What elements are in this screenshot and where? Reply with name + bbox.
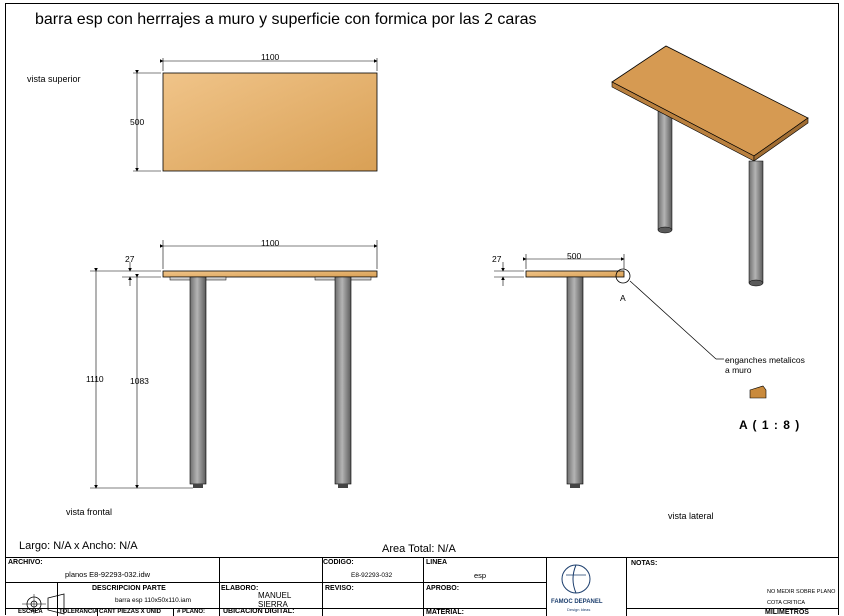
- reviso-label: REVISO:: [325, 585, 354, 592]
- detail-a-view: [750, 386, 766, 398]
- tolerancia-label: TOLERANCIA: [59, 609, 99, 615]
- callout-leader-line: [630, 281, 716, 359]
- side-depth-dimension: 500: [567, 251, 582, 261]
- company-logo-tagline: Design Ideas: [567, 607, 591, 612]
- front-view: [90, 240, 377, 488]
- material-label: MATERIAL:: [426, 609, 464, 616]
- front-foot-right: [338, 484, 348, 488]
- iso-leg-front: [749, 161, 763, 283]
- elaboro-label: ELABORO:: [221, 585, 259, 592]
- elaboro-value: MANUEL SIERRA: [258, 591, 292, 609]
- front-top-panel: [163, 271, 377, 277]
- area-summary: Area Total: N/A: [382, 543, 456, 555]
- side-leg: [567, 277, 583, 484]
- side-thickness-dimension: 27: [492, 254, 502, 264]
- side-top-panel: [526, 271, 624, 277]
- front-foot-left: [193, 484, 203, 488]
- front-leg-right: [335, 277, 351, 484]
- top-view-panel: [163, 73, 377, 171]
- isometric-view: [612, 46, 808, 286]
- detail-callout: enganches metalicos a muro: [725, 355, 805, 375]
- front-leg-left: [190, 277, 206, 484]
- cant-piezas-label: CANT PIEZAS X UNID: [99, 609, 162, 615]
- side-view-label: vista lateral: [668, 511, 714, 521]
- ubicacion-label: UBICACION DIGITAL:: [223, 608, 295, 615]
- milimetros-label: MILIMETROS: [765, 609, 809, 616]
- linea-value: esp: [474, 571, 487, 580]
- company-logo-text: FAMOC DEPANEL: [551, 599, 603, 605]
- no-medir-note: NO MEDIR SOBRE PLANO: [767, 589, 836, 595]
- front-total-height-dimension: 1110: [86, 374, 104, 384]
- linea-label: LINEA: [426, 559, 447, 566]
- detail-marker: A: [620, 293, 626, 303]
- aprobo-label: APROBO:: [426, 585, 460, 592]
- descripcion-label: DESCRIPCION PARTE: [92, 585, 166, 592]
- front-view-label: vista frontal: [66, 507, 113, 517]
- top-depth-dimension: 500: [130, 117, 145, 127]
- plano-label: # PLANO:: [177, 609, 206, 615]
- top-view-label: vista superior: [27, 74, 81, 84]
- escala-label: ESCALA: [18, 609, 43, 615]
- descripcion-value: barra esp 110x50x110.iam: [115, 597, 192, 604]
- title-block: [5, 557, 839, 616]
- codigo-label: CODIGO:: [323, 559, 354, 566]
- detail-a-shape: [750, 386, 766, 398]
- top-width-dimension: 1100: [261, 52, 280, 62]
- archivo-value: planos E8-92293-032.idw: [65, 570, 151, 579]
- cota-critica-note: COTA CRITICA: [767, 600, 806, 606]
- size-summary: Largo: N/A x Ancho: N/A: [19, 540, 138, 552]
- detail-title: A ( 1 : 8 ): [739, 418, 801, 432]
- front-width-dimension: 1100: [261, 238, 280, 248]
- top-view: [133, 58, 377, 171]
- archivo-label: ARCHIVO:: [8, 559, 43, 566]
- front-leg-height-dimension: 1083: [130, 376, 149, 386]
- side-foot: [570, 484, 580, 488]
- drawing-title: barra esp con herrrajes a muro y superficie con formica por las 2 caras: [35, 11, 537, 28]
- codigo-value: E8-92293-032: [351, 572, 393, 579]
- front-thickness-dimension: 27: [125, 254, 135, 264]
- side-view: [494, 254, 724, 488]
- iso-leg-back: [658, 100, 672, 230]
- notas-label: NOTAS:: [631, 560, 658, 567]
